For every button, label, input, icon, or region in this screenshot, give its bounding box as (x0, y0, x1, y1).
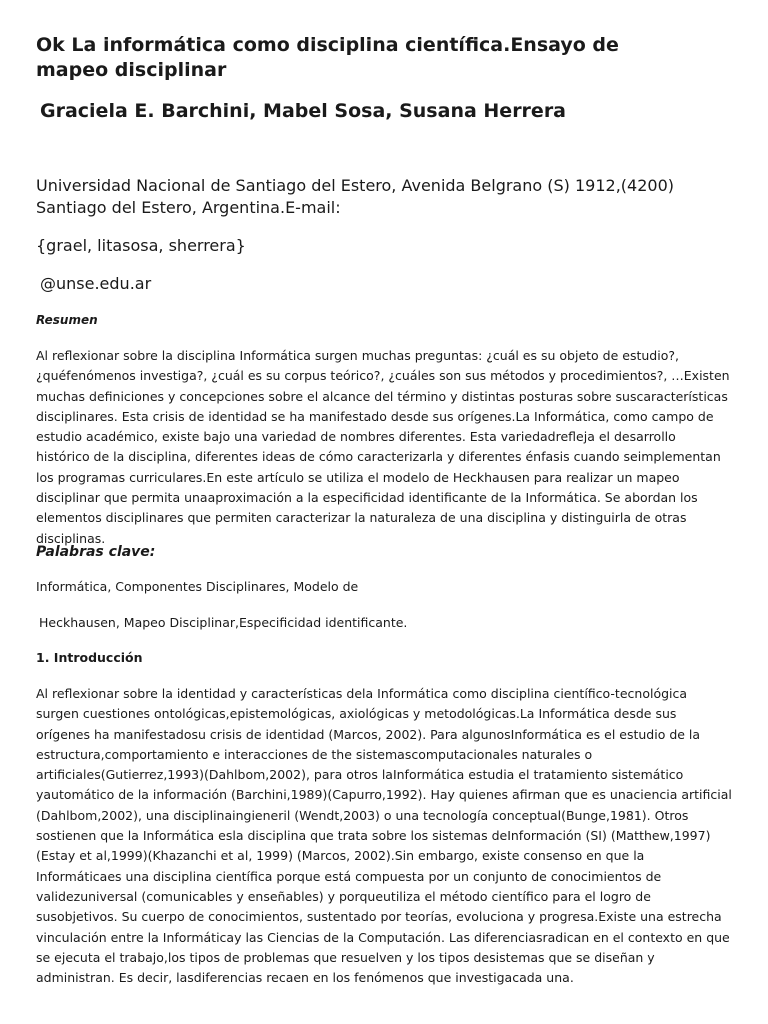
document-title: Ok La informática como disciplina científica.Ensayo de mapeo disciplinar (36, 34, 619, 81)
email-domain: @unse.edu.ar (40, 274, 152, 293)
abstract-heading: Resumen (36, 313, 98, 327)
affiliation: Universidad Nacional de Santiago del Estero, Avenida Belgrano (S) 1912,(4200) Santiago del Estero, Argentina.E-mail: (36, 176, 674, 217)
authors: Graciela E. Barchini, Mabel Sosa, Susana Herrera (40, 100, 567, 122)
keywords-heading: Palabras clave: (36, 544, 156, 560)
section-heading-introduction: 1. Introducción (36, 650, 143, 665)
author-emails: {grael, litasosa, sherrera} (36, 236, 246, 255)
keywords-line-1: Informática, Componentes Disciplinares, Modelo de (36, 579, 359, 594)
keywords-line-2: Heckhausen, Mapeo Disciplinar,Especificidad identificante. (39, 615, 408, 630)
introduction-text: Al reflexionar sobre la identidad y características dela Informática como disciplina científico-tecnológica surgen cuestiones ontológicas,epistemológicas, axiológicas y metodológicas.La Informática desde sus orígenes ha manifestadosu crisis de identidad (Marcos, 2002). Para algunosInformática es el estudio de la estructura,comportamiento e interacciones de the sistemascomputacionales naturales o artificiales(Gutierrez,1993)(Dahlbom,2002), para otros laInformática estudia el tratamiento sistemático yautomático de la información (Barchini,1989)(Capurro,1992). Hay quienes afirman que es unaciencia artificial (Dahlbom,2002), una disciplinaingieneril (Wendt,2003) o una tecnología conceptual(Bunge,1981). Otros sostienen que la Informática esla disciplina que trata sobre los sistemas deInformación (SI) (Matthew,1997) (Estay et al,1999)(Khazanchi et al, 1999) (Marcos, 2002).Sin embargo, existe consenso en que la Informáticaes una disciplina científica porque está compuesta por un conjunto de conocimientos de validezuniversal (comunicables y enseñables) y porqueutiliza el método científico para el logro de susobjetivos. Su cuerpo de conocimientos, sustentado por teorías, evoluciona y progresa.Existe una estrecha vinculación entre la Informáticay las Ciencias de la Computación. Las diferenciasradican en el contexto en que se ejecuta el trabajo,los tipos de problemas que resuelven y los tipos desistemas que se diseñan y administran. Es decir, lasdiferencias recaen en los fenómenos que investigacada una. (36, 686, 732, 986)
abstract-text: Al reflexionar sobre la disciplina Informática surgen muchas preguntas: ¿cuál es su objeto de estudio?, ¿quéfenómenos investiga?, ¿cuál es su corpus teórico?, ¿cuáles son sus métodos y procedimientos?, …Existen muchas definiciones y concepciones sobre el alcance del término y distintas posturas sobre suscaracterísticas disciplinares. Esta crisis de identidad se ha manifestado desde sus orígenes.La Informática, como campo de estudio académico, existe bajo una variedad de nombres diferentes. Esta variedadrefleja el desarrollo histórico de la disciplina, diferentes ideas de cómo caracterizarla y diferentes énfasis cuando seimplementan los programas curriculares.En este artículo se utiliza el modelo de Heckhausen para realizar un mapeo disciplinar que permita unaaproximación a la especificidad identificante de la Informática. Se abordan los elementos disciplinares que permiten caracterizar la naturaleza de una disciplina y distinguirla de otras disciplinas. (36, 348, 730, 546)
